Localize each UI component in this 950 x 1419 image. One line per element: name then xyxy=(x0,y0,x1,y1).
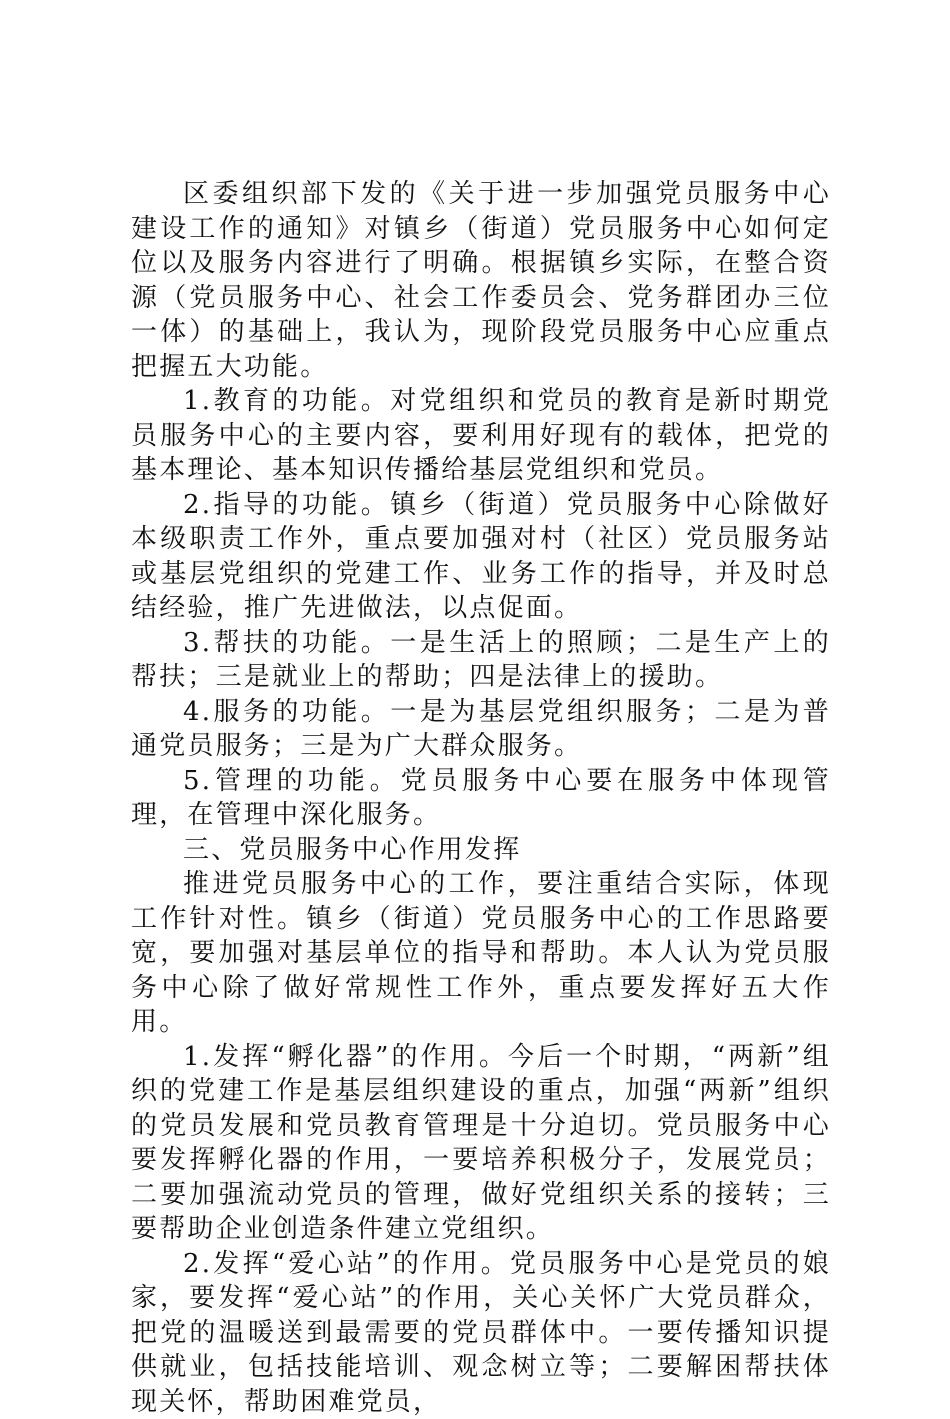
paragraph-function-management: 5.管理的功能。党员服务中心要在服务中体现管理，在管理中深化服务。 xyxy=(131,764,831,833)
paragraph-function-education: 1.教育的功能。对党组织和党员的教育是新时期党员服务中心的主要内容，要利用好现有的载体，把党的基本理论、基本知识传播给基层党组织和党员。 xyxy=(131,384,831,488)
paragraph-intro: 区委组织部下发的《关于进一步加强党员服务中心建设工作的通知》对镇乡（街道）党员服务中心如何定位以及服务内容进行了明确。根据镇乡实际，在整合资源（党员服务中心、社会工作委员会、党务群团办三位一体）的基础上，我认为，现阶段党员服务中心应重点把握五大功能。 xyxy=(131,177,831,384)
document-body xyxy=(131,177,831,1419)
paragraph-role-love-station: 2.发挥“爱心站”的作用。党员服务中心是党员的娘家，要发挥“爱心站”的作用，关心关怀广大党员群众，把党的温暖送到最需要的党员群体中。一要传播知识提供就业，包括技能培训、观念树立等；二要解困帮扶体现关怀，帮助困难党员， xyxy=(131,1247,831,1419)
paragraph-function-service: 4.服务的功能。一是为基层党组织服务；二是为普通党员服务；三是为广大群众服务。 xyxy=(131,695,831,764)
paragraph-role-incubator: 1.发挥“孵化器”的作用。今后一个时期，“两新”组织的党建工作是基层组织建设的重点，加强“两新”组织的党员发展和党员教育管理是十分迫切。党员服务中心要发挥孵化器的作用，一要培养积极分子，发展党员；二要加强流动党员的管理，做好党组织关系的接转；三要帮助企业创造条件建立党组织。 xyxy=(131,1040,831,1247)
paragraph-section-intro: 推进党员服务中心的工作，要注重结合实际，体现工作针对性。镇乡（街道）党员服务中心的工作思路要宽，要加强对基层单位的指导和帮助。本人认为党员服务中心除了做好常规性工作外，重点要发挥好五大作用。 xyxy=(131,867,831,1040)
paragraph-function-guidance: 2.指导的功能。镇乡（街道）党员服务中心除做好本级职责工作外，重点要加强对村（社区）党员服务站或基层党组织的党建工作、业务工作的指导，并及时总结经验，推广先进做法，以点促面。 xyxy=(131,488,831,626)
section-heading: 三、党员服务中心作用发挥 xyxy=(131,833,831,868)
paragraph-function-assistance: 3.帮扶的功能。一是生活上的照顾；二是生产上的帮扶；三是就业上的帮助；四是法律上的援助。 xyxy=(131,626,831,695)
